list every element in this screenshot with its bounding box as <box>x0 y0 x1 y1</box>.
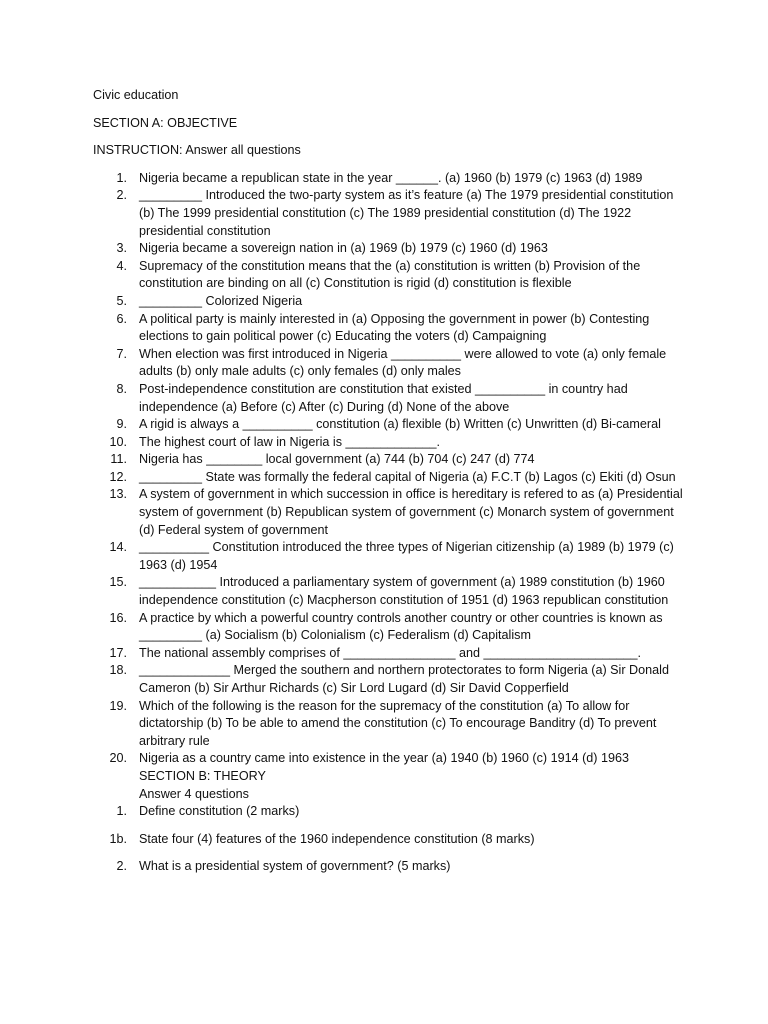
section-b-heading: SECTION B: THEORY <box>139 768 266 783</box>
question-text: When election was first introduced in Nigeria __________ were allowed to vote (a) only female adults (b) only male adults (c) only females (d) only males <box>139 346 667 379</box>
theory-instruction: Answer 4 questions <box>139 786 249 801</box>
question-item: 11. Nigeria has ________ local government (a) 744 (b) 704 (c) 247 (d) 774 <box>110 452 535 467</box>
question-text: _________ Colorized Nigeria <box>139 293 303 308</box>
question-text: A system of government in which succession in office is hereditary is refered to as (a) Presidential system of government (b) Republican system of government (c) Monarch system of government (d) Federal system of government <box>139 487 683 537</box>
question-item: 9. A rigid is always a __________ constitution (a) flexible (b) Written (c) Unwritten (d) Bi-cameral <box>116 417 661 432</box>
question-item: 17. The national assembly comprises of ________________ and ______________________. <box>109 645 642 660</box>
document-title: Civic education <box>93 88 179 102</box>
question-item: 15. ___________ Introduced a parliamentary system of government (a) 1989 constitution (b) 1960 independence constitution (c) Macpherson constitution of 1951 (d) 1963 republican constitution <box>109 575 669 608</box>
question-text: The national assembly comprises of ________________ and ______________________. <box>139 645 642 660</box>
theory-question-text: Define constitution (2 marks) <box>139 804 300 819</box>
question-item: 20. Nigeria as a country came into existence in the year (a) 1940 (b) 1960 (c) 1914 (d) 1963 SECTION B: THEORY Answer 4 questions <box>93 750 683 803</box>
question-text: __________ Constitution introduced the three types of Nigerian citizenship (a) 1989 (b) 1979 (c) 1963 (d) 1954 <box>139 540 674 572</box>
question-text: Which of the following is the reason for the supremacy of the constitution (a) To allow for dictatorship (b) To be able to amend the constitution (c) To encourage Banditry (d) To prevent arbitrary rule <box>139 698 657 748</box>
question-text: Nigeria became a sovereign nation in (a) 1969 (b) 1979 (c) 1960 (d) 1963 <box>139 241 548 256</box>
question-text: Nigeria has ________ local government (a) 744 (b) 704 (c) 247 (d) 774 <box>139 452 535 467</box>
theory-question-item: 1b. State four (4) features of the 1960 independence constitution (8 marks) <box>109 831 535 846</box>
section-a-heading: SECTION A: OBJECTIVE <box>93 115 238 130</box>
question-item: 13. A system of government in which succession in office is hereditary is refered to as (a) Presidential system of government (b) Republican system of government (c) Monarch system of government (d) Federal system of government <box>109 487 683 537</box>
question-text: A rigid is always a __________ constitution (a) flexible (b) Written (c) Unwritten (d) Bi-cameral <box>139 417 661 432</box>
question-item: 8. Post-independence constitution are constitution that existed __________ in country had independence (a) Before (c) After (c) During (d) None of the above <box>116 381 628 414</box>
question-text: _________ State was formally the federal capital of Nigeria (a) F.C.T (b) Lagos (c) Ekiti (d) Osun <box>139 469 676 484</box>
instruction-text: INSTRUCTION: Answer all questions <box>93 143 301 158</box>
question-text: A practice by which a powerful country controls another country or other countries is known as _________ (a) Socialism (b) Colonialism (c) Federalism (d) Capitalism <box>139 610 663 643</box>
question-text: The highest court of law in Nigeria is _____________. <box>139 434 441 449</box>
question-text: A political party is mainly interested in (a) Opposing the government in power (b) Contesting elections to gain political power (c) Educating the voters (d) Campaigning <box>139 311 650 344</box>
question-item: 14. __________ Constitution introduced the three types of Nigerian citizenship (a) 1989 (b) 1979 (c) 1963 (d) 1954 <box>109 540 674 572</box>
theory-questions-list <box>93 803 683 876</box>
question-item: 4. Supremacy of the constitution means that the (a) constitution is written (b) Provision of the constitution are binding on all (c) Constitution is rigid (d) constitution is flexible <box>116 258 641 291</box>
objective-questions-list <box>93 170 683 803</box>
question-item: 2. _________ Introduced the two-party system as it’s feature (a) The 1979 presidential constitution (b) The 1999 presidential constitution (c) The 1989 presidential constitution (d) The 1922 presidential constitution <box>116 188 674 238</box>
theory-question-text: State four (4) features of the 1960 independence constitution (8 marks) <box>139 831 535 846</box>
question-text: ___________ Introduced a parliamentary system of government (a) 1989 constitution (b) 1960 independence constitution (c) Macpherson constitution of 1951 (d) 1963 republican constitution <box>139 575 669 608</box>
question-item: 3. Nigeria became a sovereign nation in (a) 1969 (b) 1979 (c) 1960 (d) 1963 <box>116 241 548 256</box>
question-text: _____________ Merged the southern and northern protectorates to form Nigeria (a) Sir Donald Cameron (b) Sir Arthur Richards (c) Sir Lord Lugard (d) Sir David Copperfield <box>139 663 669 695</box>
theory-question-item: 2. What is a presidential system of government? (5 marks) <box>116 859 451 874</box>
question-item: 7. When election was first introduced in Nigeria __________ were allowed to vote (a) only female adults (b) only male adults (c) only females (d) only males <box>116 346 667 379</box>
question-item: 19. Which of the following is the reason for the supremacy of the constitution (a) To allow for dictatorship (b) To be able to amend the constitution (c) To encourage Banditry (d) To prevent arbitrary rule <box>109 698 657 748</box>
question-item: 6. A political party is mainly interested in (a) Opposing the government in power (b) Contesting elections to gain political power (c) Educating the voters (d) Campaigning <box>116 311 650 344</box>
question-item: 10. The highest court of law in Nigeria is _____________. <box>109 434 441 449</box>
question-text: Nigeria as a country came into existence in the year (a) 1940 (b) 1960 (c) 1914 (d) 1963 <box>139 751 630 766</box>
question-item: 16. A practice by which a powerful country controls another country or other countries is known as _________ (a) Socialism (b) Colonialism (c) Federalism (d) Capitalism <box>109 610 663 643</box>
question-item: 1. Nigeria became a republican state in the year ______. (a) 1960 (b) 1979 (c) 1963 (d) 1989 <box>116 170 643 185</box>
theory-question-text: What is a presidential system of government? (5 marks) <box>139 859 451 874</box>
question-item: 18. _____________ Merged the southern and northern protectorates to form Nigeria (a) Sir Donald Cameron (b) Sir Arthur Richards (c) Sir Lord Lugard (d) Sir David Copperfield <box>109 663 669 695</box>
question-text: Nigeria became a republican state in the year ______. (a) 1960 (b) 1979 (c) 1963 (d) 1989 <box>139 170 643 185</box>
question-text: _________ Introduced the two-party system as it’s feature (a) The 1979 presidential constitution (b) The 1999 presidential constitution (c) The 1989 presidential constitution (d) The 1922 presidential constitution <box>139 188 674 238</box>
document-content <box>93 87 683 886</box>
question-item: 5. _________ Colorized Nigeria <box>116 293 303 308</box>
question-text: Post-independence constitution are constitution that existed __________ in country had independence (a) Before (c) After (c) During (d) None of the above <box>139 381 628 414</box>
question-text: Supremacy of the constitution means that the (a) constitution is written (b) Provision of the constitution are binding on all (c) Constitution is rigid (d) constitution is flexible <box>139 258 641 291</box>
theory-question-item: 1. Define constitution (2 marks) <box>116 804 300 819</box>
question-item: 12. _________ State was formally the federal capital of Nigeria (a) F.C.T (b) Lagos (c) Ekiti (d) Osun <box>109 469 676 484</box>
